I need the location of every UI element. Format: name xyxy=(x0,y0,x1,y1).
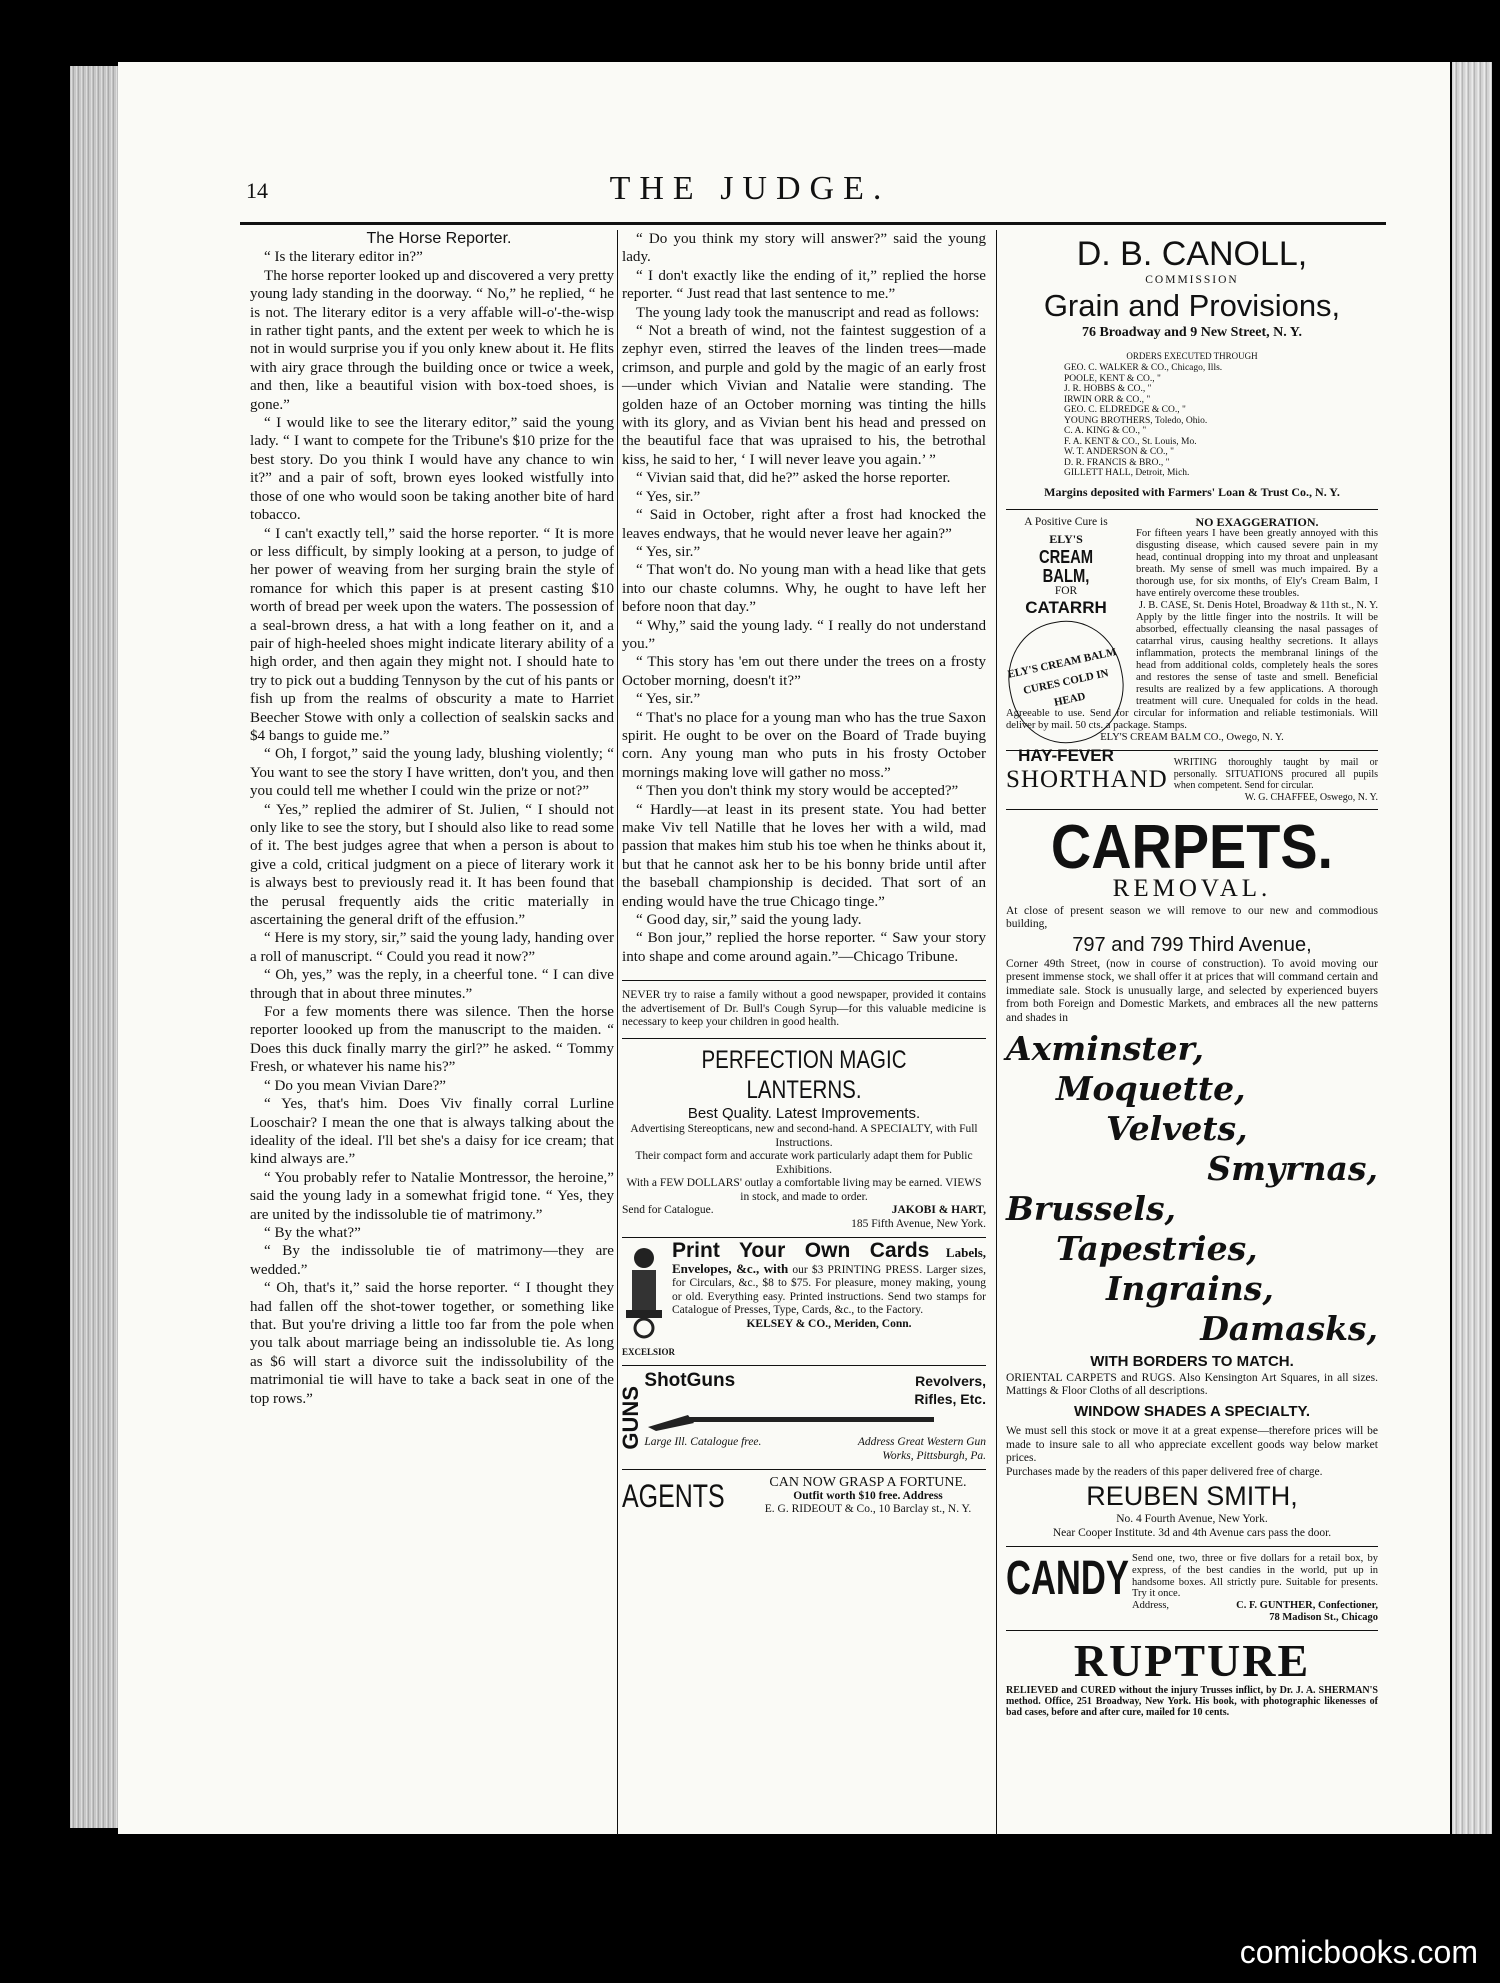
shorthand-word: SHORTHAND xyxy=(1006,766,1168,794)
story-paragraph: “ Oh, yes,” was the reply, in a cheerful tone. “ I can dive through that in about three minutes.” xyxy=(250,967,614,1002)
printing-press-icon xyxy=(622,1244,666,1340)
agents-line-1: CAN NOW GRASP A FORTUNE. xyxy=(769,1475,967,1491)
carpets-firm: REUBEN SMITH, xyxy=(1086,1481,1298,1512)
story-paragraph: “ Yes, sir.” xyxy=(636,543,701,560)
guns-ad xyxy=(618,1365,986,1469)
canoll-firm: GEO. C. WALKER & CO., Chicago, Ills. xyxy=(1064,363,1223,374)
print-cards-ad xyxy=(622,1237,986,1365)
story-title: The Horse Reporter. xyxy=(366,230,512,247)
carpets-oriental: ORIENTAL CARPETS and RUGS. Also Kensington Art Squares, in all sizes. Mattings & Floor Cloths of all descriptions. xyxy=(1006,1371,1378,1398)
carpet-kind-list xyxy=(1006,1029,1378,1349)
story-paragraph: “ That won't do. No young man with a head like that gets into our chaste columns. Why, he ought to have left her before noon that day.” xyxy=(622,562,986,616)
carpets-borders: WITH BORDERS TO MATCH. xyxy=(1090,1353,1294,1371)
story-paragraph: “ Yes, that's him. Does Viv finally corral Lurline Looschair? I mean the one that is always talking about the ideality of the ideal. I'll bet she's a daisy for ice cream; that kind always are.” xyxy=(250,1096,614,1168)
cream-balm-logo: ELY'S CREAM BALM CURES COLD IN HEAD xyxy=(998,610,1135,753)
carpets-purchases: Purchases made by the readers of this paper delivered free of charge. xyxy=(1006,1465,1323,1478)
story-paragraph: “ Oh, that's it,” said the horse reporter. “ I thought they had fallen off the shot-tower together, or something like that. But you're driving a little too far from the pole when you talk about marriage being an indissoluble tie. As long as $6 will start a divorce suit the indissolubility of the matrimonial tie will have to take a back seat in one of the top rows.” xyxy=(250,1280,614,1407)
rupture-text: RELIEVED and CURED without the injury Trusses inflict, by Dr. J. A. SHERMAN'S method. Office, 251 Broadway, New York. His book, with photographic likenesses of bad cases, before and after cure, mailed for 10 cents. xyxy=(1006,1684,1378,1718)
story-paragraph: “ Here is my story, sir,” said the young lady, handing over a roll of manuscript. “ Could you read it now?” xyxy=(250,930,614,965)
candy-address-label: Address, xyxy=(1132,1600,1170,1612)
elys-cream: CREAM BALM, xyxy=(1038,547,1094,586)
carpets-removal: REMOVAL. xyxy=(1112,875,1272,903)
cards-body: our $3 PRINTING PRESS. Larger sizes, for Circulars, &c., $8 to $75. For pleasure, money making, young or old. Everything easy. Printed instructions. Send two stamps for Catalogue of Presses, Type, Cards, &c., to the Factory. xyxy=(672,1263,987,1317)
elys-headline: NO EXAGGERATION. xyxy=(1195,515,1319,530)
candy-word: CANDY xyxy=(1006,1552,1129,1606)
carpets-sell: We must sell this stock or move it at a great expense—therefore prices will be made to insure sale to all who appreciate excellent goods way below market prices. xyxy=(1006,1425,1378,1465)
story-column-1 xyxy=(250,230,614,1838)
cough-syrup-notice: NEVER try to raise a family without a good newspaper, provided it contains the advertisement of Dr. Bull's Cough Syrup—for this valuable medicine is necessary to keep your children in good health. xyxy=(622,980,986,1038)
candy-firm-address: 78 Madison St., Chicago xyxy=(1269,1612,1378,1624)
story-paragraph: “ Oh, I forgot,” said the young lady, blushing violently; “ You want to see the story I have written, don't you, and then you could tell me whether I could win the prize or not?” xyxy=(250,746,614,800)
story-paragraph: “ Then you don't think my story would be accepted?” xyxy=(636,783,959,800)
carpets-intro: At close of present season we will remove to our new and commodious building, xyxy=(1006,904,1378,931)
story-paragraph: “ Do you mean Vivian Dare?” xyxy=(264,1077,446,1094)
canoll-firm: GEO. C. ELDREDGE & CO., " xyxy=(1064,405,1186,416)
lanterns-body-1: Advertising Stereopticans, new and second-hand. A SPECIALTY, with Full Instructions. xyxy=(630,1123,978,1149)
elys-company: ELY'S CREAM BALM CO., Owego, N. Y. xyxy=(1100,732,1284,744)
story-paragraph: “ That's no place for a young man who has the true Saxon spirit. He ought to be over on the Board of Trade buying corn. Any young man who puts in his frosty October mornings making love will gather no moss.” xyxy=(622,709,986,781)
elys-catarrh: CATARRH xyxy=(1025,597,1107,617)
story-paragraph: “ Bon jour,” replied the horse reporter. “ Saw your story into shape and come around again.”—Chicago Tribune. xyxy=(622,930,986,965)
lanterns-firm: JAKOBI & HART, xyxy=(891,1204,986,1217)
story-paragraph: “ Hardly—at least in its present state. You had better make Viv tell Natille that he loves her with a wild, mad passion that makes him stub his toe when he thinks about it, but that he cannot ask her to be his bonny bride until after the baseball championship is decided. That sort of an ending would have the true Chicago tinge.” xyxy=(622,801,986,910)
elys-positive: A Positive Cure is xyxy=(1024,516,1108,529)
story-paragraph: “ Vivian said that, did he?” asked the horse reporter. xyxy=(636,470,951,487)
carpets-address: 797 and 799 Third Avenue, xyxy=(1072,933,1312,956)
story-paragraph: “ Yes,” replied the admirer of St. Julien, “ I should not only like to see the story, but I should also like to read some of it. The best judges agree that when a person is about to give a cold, critical judgment on a piece of literary work it is always best to previously read it. It has been found that the perusal frequently aids the critic materially in ascertaining the general drift of the effusion.” xyxy=(250,801,614,929)
story-column-2 xyxy=(618,230,987,1523)
carpet-kind: Axminster, xyxy=(1006,1029,1205,1069)
canoll-firm: POOLE, KENT & CO., " xyxy=(1064,373,1161,384)
canoll-firm: W. T. ANDERSON & CO., " xyxy=(1064,447,1175,458)
agents-word: AGENTS xyxy=(622,1478,725,1515)
excelsior-badge: EXCELSIOR xyxy=(622,1346,676,1357)
canoll-firm: YOUNG BROTHERS, Toledo, Ohio. xyxy=(1064,415,1208,426)
agents-ad xyxy=(622,1469,986,1523)
canoll-firm: GILLETT HALL, Detroit, Mich. xyxy=(1064,468,1190,479)
ad-column xyxy=(1006,230,1378,1724)
lanterns-body-3: With a FEW DOLLARS' outlay a comfortable living may be earned. VIEWS in stock, and made to order. xyxy=(626,1177,982,1203)
canoll-orders: ORDERS EXECUTED THROUGH xyxy=(1126,350,1258,361)
guns-address: Address Great Western Gun Works, Pittsburgh, Pa. xyxy=(857,1436,986,1462)
cards-headline-2: Labels, Envelopes, &c., with xyxy=(672,1245,987,1276)
story-paragraph: “ Do you think my story will answer?” said the young lady. xyxy=(622,231,986,266)
carpet-kind: Moquette, xyxy=(1056,1069,1246,1109)
canoll-ad xyxy=(1006,234,1378,501)
lanterns-subtitle: Best Quality. Latest Improvements. xyxy=(687,1104,921,1122)
guns-catalogue: Large Ill. Catalogue free. xyxy=(644,1436,762,1449)
cards-firm: KELSEY & CO., Meriden, Conn. xyxy=(746,1317,912,1330)
candy-text: Send one, two, three or five dollars for a retail box, by express, of the best candies in the world, put up in handsome boxes. All strictly pure. Suitable for presents. Try it once. xyxy=(1132,1553,1378,1600)
lanterns-address: 185 Fifth Avenue, New York. xyxy=(851,1217,986,1230)
shotguns-label: ShotGuns xyxy=(644,1370,736,1392)
canoll-trade: Grain and Provisions, xyxy=(1043,287,1341,323)
story-paragraphs xyxy=(622,230,986,966)
carpet-kind: Smyrnas, xyxy=(1207,1149,1378,1189)
revolvers-label: Revolvers, Rifles, Etc. xyxy=(914,1373,986,1408)
carpets-firm-address: No. 4 Fourth Avenue, New York. xyxy=(1116,1513,1268,1526)
book-right-edge xyxy=(1452,62,1492,1834)
elys-testimonial: For fifteen years I have been greatly annoyed with this disgusting disease, which caused severe pain in my head, continual dropping into my throat and unpleasant breath. My sense of smell was much impaired. By a thorough use, for six months, of Ely's Cream Balm, I have entirely overcome these troubles. xyxy=(1136,528,1378,600)
magic-lanterns-ad xyxy=(622,1038,986,1237)
canoll-firm: IRWIN ORR & CO., " xyxy=(1064,394,1151,405)
lanterns-send: Send for Catalogue. xyxy=(622,1204,714,1217)
story-paragraphs xyxy=(250,248,614,1408)
masthead-title: THE JUDGE. xyxy=(609,170,891,207)
story-paragraph: “ By the indissoluble tie of matrimony—they are wedded.” xyxy=(250,1243,614,1278)
carpets-shades: WINDOW SHADES A SPECIALTY. xyxy=(1073,1402,1311,1420)
story-paragraph: The young lady took the manuscript and read as follows: xyxy=(636,304,980,321)
canoll-firm: D. R. FRANCIS & BRO., " xyxy=(1064,457,1170,468)
carpet-kind: Tapestries, xyxy=(1056,1229,1258,1269)
elys-for: FOR xyxy=(1054,585,1078,598)
canoll-firm: J. R. HOBBS & CO., " xyxy=(1064,384,1152,395)
agents-line-3: E. G. RIDEOUT & Co., 10 Barclay st., N. Y. xyxy=(764,1503,972,1516)
story-paragraph: “ Is the literary editor in?” xyxy=(264,249,423,266)
rupture-ad xyxy=(1006,1630,1378,1724)
cards-headline: Print Your Own Cards xyxy=(672,1239,930,1263)
story-paragraph: “ You probably refer to Natalie Montressor, the heroine,” said the young lady in a somewhat frigid tone. “ Yes, they are united by the indissoluble tie of matrimony.” xyxy=(250,1169,614,1223)
page-number: 14 xyxy=(246,178,268,203)
carpets-body: Corner 49th Street, (now in course of construction). To avoid moving our present immense stock, we shall offer it at prices that will command certain and immediate sale. Stock is unusually large, and selected by experienced buyers from both Foreign and Domestic Markets, and embraces all the new patterns and shades in xyxy=(1006,957,1378,1024)
shorthand-name: W. G. CHAFFEE, Oswego, N. Y. xyxy=(1244,791,1378,803)
story-paragraph: “ This story has 'em out there under the trees on a frosty October morning, doesn't it?” xyxy=(622,654,986,689)
story-paragraph: “ I don't exactly like the ending of it,” replied the horse reporter. “ Just read that last sentence to me.” xyxy=(622,267,986,303)
carpet-kind: Ingrains, xyxy=(1106,1269,1274,1309)
masthead-rule xyxy=(240,222,1386,225)
story-paragraph: For a few moments there was silence. Then the horse reporter loooked up from the manuscript to the maiden. “ Does this duck finally marry the girl?” he asked. “ Tommy Fresh, or whatever his name his?” xyxy=(250,1004,614,1076)
story-paragraph: “ Not a breath of wind, not the faintest suggestion of a zephyr even, stirred the leaves of the linden trees—made crimson, and purple and gold by the magic of an early frost—under which Vivian and Natalie were standing. The golden haze of an October morning was tinting the hills with its glory, and as Vivian bent his head and pressed on the beautiful face that was upraised to his, the betrothal kiss, he said to her, ‘ I will never leave you again.’ ” xyxy=(622,323,986,468)
agents-line-2: Outfit worth $10 free. Address xyxy=(793,1489,943,1502)
carpet-kind: Velvets, xyxy=(1106,1109,1248,1149)
guns-word: GUNS xyxy=(618,1385,643,1450)
lanterns-title: PERFECTION MAGIC LANTERNS. xyxy=(701,1045,907,1104)
canoll-firm: F. A. KENT & CO., St. Louis, Mo. xyxy=(1064,436,1197,447)
canoll-address: 76 Broadway and 9 New Street, N. Y. xyxy=(1081,324,1303,340)
story-paragraph: “ Good day, sir,” said the young lady. xyxy=(636,912,862,929)
carpet-kind: Damasks, xyxy=(1200,1309,1378,1349)
canoll-firm: C. A. KING & CO., " xyxy=(1064,426,1147,437)
elys-cream-balm-ad xyxy=(1006,509,1378,765)
elys-name: ELY'S xyxy=(1049,531,1083,546)
story-paragraph: “ Why,” said the young lady. “ I really do not understand you.” xyxy=(622,617,986,652)
carpet-kind: Brussels, xyxy=(1006,1189,1177,1229)
rupture-word: RUPTURE xyxy=(1073,1634,1311,1686)
story-paragraph: “ Said in October, right after a frost had knocked the leaves endways, that he would never leave her again?” xyxy=(622,507,986,542)
site-watermark: comicbooks.com xyxy=(1239,1934,1478,1970)
story-paragraph: “ Yes, sir.” xyxy=(636,691,701,708)
lanterns-body-2: Their compact form and accurate work particularly adapt them for Public Exhibitions. xyxy=(635,1150,973,1176)
story-paragraph: “ By the what?” xyxy=(264,1224,361,1241)
carpets-firm-near: Near Cooper Institute. 3d and 4th Avenue cars pass the door. xyxy=(1052,1526,1332,1539)
elys-apply: Apply by the little finger into the nostrils. It will be absorbed, effectually cleansing the nasal passages of catarrhal virus, causing healthy secretions. It allays inflammation, protects the membranal linings of the head from additional colds, completely heals the sores and restores the sense of taste and smell. Beneficial results are realized by a few applications. A thorough treatment will cure. Unequaled for colds in the head. Agreeable to use. Send for circular for information and reliable testimonials. Will deliver by mail. 50 cts. a package. Stamps. xyxy=(1006,612,1378,732)
column-divider xyxy=(617,230,618,1835)
story-paragraph: “ I can't exactly tell,” said the horse reporter. “ It is more or less difficult, by simply looking at a person, to judge of her power of weaving from her surging brain the style of romance for which this paper is at present casting $10 worth of bread per week upon the waters. The possession of a seal-brown dress, a hat with a long feather on it, and a pair of high-heeled shoes might indicate literary ability of a high order, and then again they might not. I should hate to try to pick out a budding Tennyson by the cut of his pants or fish up from the realms of obscurity a mate to Harriet Beecher Stowe with only a collection of sealskin sacks and $4 bangs to guide me.” xyxy=(250,525,614,744)
canoll-margins: Margins deposited with Farmers' Loan & Trust Co., N. Y. xyxy=(1044,484,1340,499)
candy-ad xyxy=(1006,1546,1378,1630)
story-paragraph: “ I would like to see the literary editor,” said the young lady. “ I want to compete for the Tribune's $10 prize for the best story. Do you think I would have any chance to win it?” and a pair of soft, brown eyes looked wistfully into those of one who would soon be taking another bite of hard tobacco. xyxy=(250,415,614,524)
candy-firm: C. F. GUNTHER, Confectioner, xyxy=(1236,1600,1378,1612)
story-paragraph: The horse reporter looked up and discovered a very pretty young lady standing in the doorway. “ No,” he replied, “ he is not. The literary editor is a very affable will-o'-the-wisp in rather tight pants, and the extent per week to which he is not in would surprise you if you only knew about it. He flits with airy grace through the building once or twice a week, and then, like a beautiful vision with box-toed shoes, is gone.” xyxy=(250,267,614,413)
carpets-ad xyxy=(1006,809,1378,1546)
book-page-edges xyxy=(70,66,122,1828)
shotgun-illustration xyxy=(644,1409,944,1431)
canoll-name: D. B. CANOLL, xyxy=(1076,235,1308,273)
shorthand-text: WRITING thoroughly taught by mail or personally. SITUATIONS procured all pupils when competent. Send for circular. xyxy=(1173,757,1378,792)
story-paragraph: “ Yes, sir.” xyxy=(636,488,701,505)
canoll-firm-list xyxy=(1006,363,1378,479)
canoll-commission: COMMISSION xyxy=(1145,274,1239,286)
elys-hay-fever: HAY-FEVER xyxy=(1018,745,1114,765)
carpets-title: CARPETS. xyxy=(1050,813,1334,883)
elys-signer: J. B. CASE, St. Denis Hotel, Broadway & 11th st., N. Y. xyxy=(1138,600,1378,612)
column-divider xyxy=(996,230,997,1835)
